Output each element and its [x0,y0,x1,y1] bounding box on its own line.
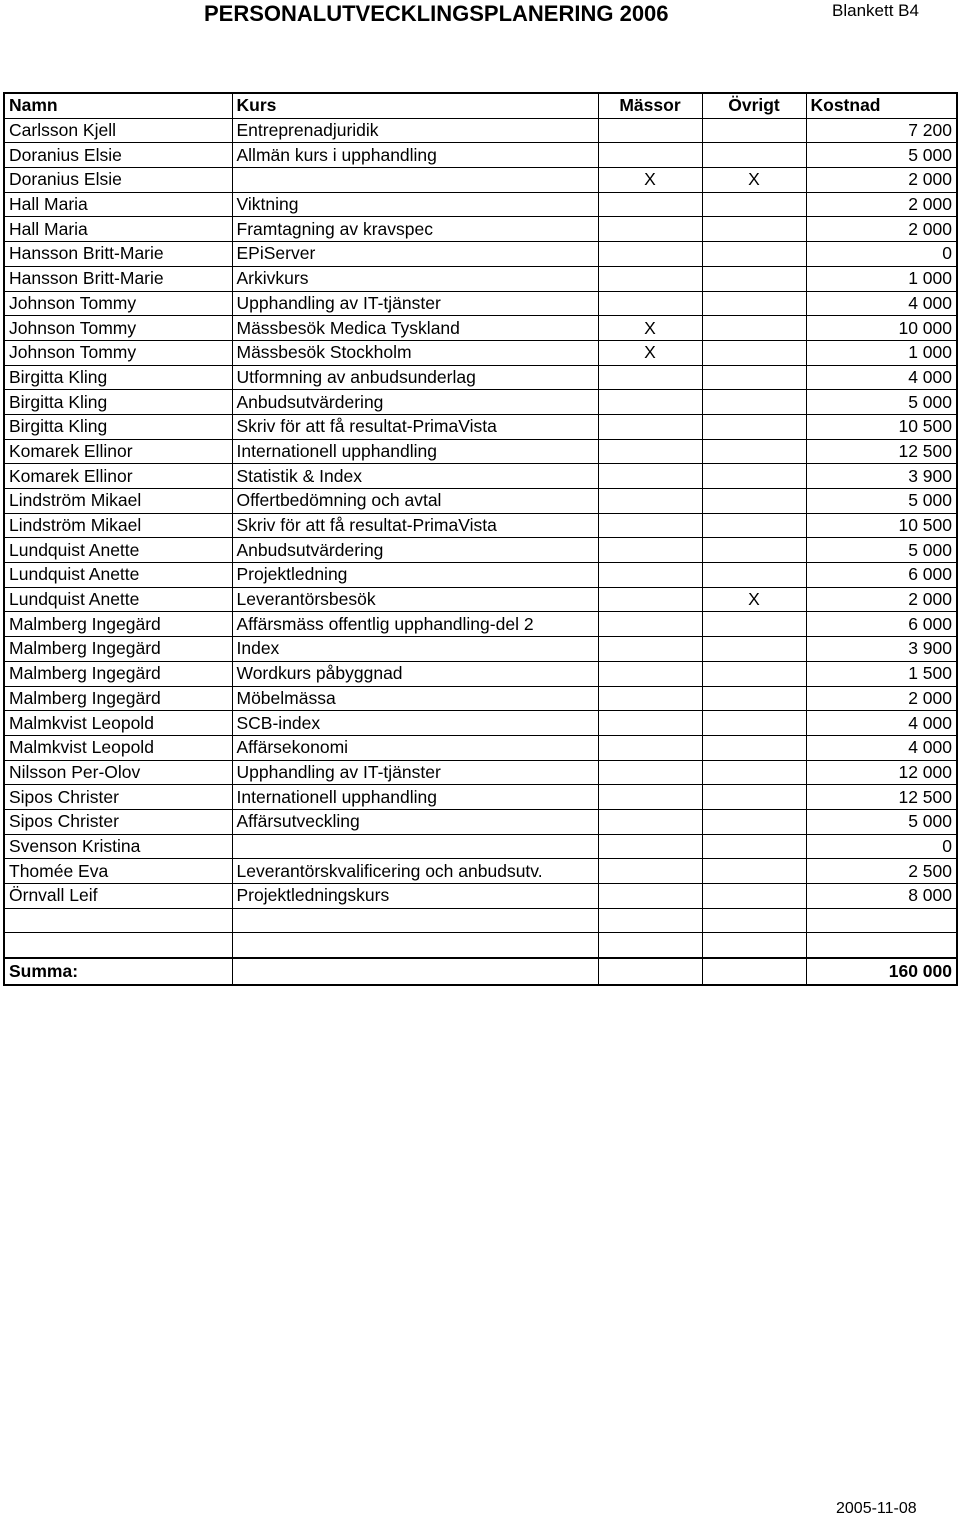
course-cell: Viktning [232,192,598,217]
cost-cell: 2 000 [806,192,957,217]
course-cell: Upphandling av IT-tjänster [232,291,598,316]
fair-cell [598,414,702,439]
table-row [4,785,957,810]
table-row [4,143,957,168]
course-cell: Internationell upphandling [232,439,598,464]
course-cell: Entreprenadjuridik [232,118,598,143]
table-row [4,859,957,884]
empty-cell [232,933,598,958]
fair-cell [598,439,702,464]
blank-row [4,908,957,933]
cost-cell: 2 000 [806,217,957,242]
fair-cell [598,217,702,242]
course-cell: Arkivkurs [232,266,598,291]
other-cell [702,538,806,563]
name-cell: Malmberg Ingegärd [4,612,232,637]
empty-cell [806,908,957,933]
form-code: Blankett B4 [832,1,919,20]
course-cell: Skriv för att få resultat-PrimaVista [232,414,598,439]
other-cell [702,439,806,464]
fair-cell [598,884,702,909]
empty-cell [4,933,232,958]
name-cell: Hansson Britt-Marie [4,242,232,267]
name-cell: Hall Maria [4,192,232,217]
table-row [4,340,957,365]
other-cell [702,834,806,859]
fair-cell [598,242,702,267]
table-row [4,489,957,514]
name-cell: Lundquist Anette [4,563,232,588]
table-row [4,711,957,736]
table-row [4,365,957,390]
fair-cell [598,192,702,217]
table-row [4,192,957,217]
other-cell [702,760,806,785]
course-cell: Anbudsutvärdering [232,390,598,415]
table-row [4,439,957,464]
other-cell [702,513,806,538]
table-row [4,316,957,341]
fair-cell [598,489,702,514]
fair-cell [598,785,702,810]
other-cell [702,365,806,390]
course-cell: Mässbesök Stockholm [232,340,598,365]
page-title: PERSONALUTVECKLINGSPLANERING 2006 [204,1,669,26]
cost-cell: 10 500 [806,513,957,538]
name-cell: Johnson Tommy [4,291,232,316]
name-cell: Doranius Elsie [4,168,232,193]
table-row [4,414,957,439]
other-cell [702,563,806,588]
fair-cell [598,587,702,612]
cost-cell: 2 000 [806,168,957,193]
fair-cell [598,291,702,316]
blank-row [4,933,957,958]
fair-cell [598,513,702,538]
other-cell [702,686,806,711]
table-row [4,538,957,563]
other-cell [702,884,806,909]
empty-cell [232,908,598,933]
course-cell: Möbelmässa [232,686,598,711]
course-cell: Internationell upphandling [232,785,598,810]
fair-cell [598,266,702,291]
print-date: 2005-11-08 [836,1500,917,1517]
course-cell: Skriv för att få resultat-PrimaVista [232,513,598,538]
cost-cell: 6 000 [806,563,957,588]
table-row [4,464,957,489]
other-cell [702,661,806,686]
course-cell: Leverantörskvalificering och anbudsutv. [232,859,598,884]
other-cell [702,291,806,316]
other-cell [702,266,806,291]
other-cell [702,859,806,884]
cost-cell: 2 000 [806,686,957,711]
cost-cell: 4 000 [806,735,957,760]
other-cell [702,637,806,662]
fair-cell [598,834,702,859]
name-cell: Hall Maria [4,217,232,242]
other-cell [702,217,806,242]
table-row [4,291,957,316]
table-row [4,587,957,612]
table-row [4,168,957,193]
name-cell: Doranius Elsie [4,143,232,168]
fair-cell [598,143,702,168]
table-row [4,612,957,637]
other-cell [702,735,806,760]
cost-cell: 0 [806,242,957,267]
cost-cell: 5 000 [806,538,957,563]
other-cell [702,242,806,267]
name-cell: Lundquist Anette [4,538,232,563]
name-cell: Johnson Tommy [4,316,232,341]
course-cell [232,168,598,193]
summary-label: Summa: [4,958,232,985]
other-cell [702,489,806,514]
course-cell: Projektledning [232,563,598,588]
development-plan-table [3,92,958,986]
course-cell: Projektledningskurs [232,884,598,909]
cost-cell: 12 500 [806,785,957,810]
column-header-kostnad: Kostnad [806,93,957,118]
column-header-massor: Mässor [598,93,702,118]
summary-total: 160 000 [806,958,957,985]
cost-cell: 7 200 [806,118,957,143]
cost-cell: 4 000 [806,711,957,736]
other-cell [702,316,806,341]
fair-cell: X [598,340,702,365]
empty-cell [702,958,806,985]
fair-cell [598,390,702,415]
other-cell [702,390,806,415]
fair-cell [598,760,702,785]
other-cell [702,118,806,143]
cost-cell: 3 900 [806,637,957,662]
table-row [4,686,957,711]
name-cell: Birgitta Kling [4,414,232,439]
name-cell: Sipos Christer [4,809,232,834]
other-cell [702,711,806,736]
other-cell: X [702,587,806,612]
table-row [4,217,957,242]
course-cell: Allmän kurs i upphandling [232,143,598,168]
cost-cell: 4 000 [806,365,957,390]
fair-cell [598,809,702,834]
name-cell: Sipos Christer [4,785,232,810]
empty-cell [806,933,957,958]
table-row [4,266,957,291]
course-cell: Wordkurs påbyggnad [232,661,598,686]
table-row [4,242,957,267]
course-cell: Framtagning av kravspec [232,217,598,242]
empty-cell [702,933,806,958]
name-cell: Johnson Tommy [4,340,232,365]
fair-cell [598,859,702,884]
fair-cell [598,563,702,588]
column-header-kurs: Kurs [232,93,598,118]
other-cell: X [702,168,806,193]
fair-cell [598,686,702,711]
name-cell: Lundquist Anette [4,587,232,612]
fair-cell [598,464,702,489]
table-row [4,809,957,834]
cost-cell: 2 000 [806,587,957,612]
cost-cell: 1 500 [806,661,957,686]
course-cell: Utformning av anbudsunderlag [232,365,598,390]
cost-cell: 5 000 [806,143,957,168]
fair-cell: X [598,168,702,193]
fair-cell [598,735,702,760]
other-cell [702,785,806,810]
cost-cell: 1 000 [806,266,957,291]
name-cell: Hansson Britt-Marie [4,266,232,291]
other-cell [702,612,806,637]
name-cell: Svenson Kristina [4,834,232,859]
fair-cell [598,612,702,637]
table-row [4,563,957,588]
name-cell: Komarek Ellinor [4,464,232,489]
name-cell: Lindström Mikael [4,513,232,538]
cost-cell: 8 000 [806,884,957,909]
table-row [4,390,957,415]
column-header-ovrigt: Övrigt [702,93,806,118]
other-cell [702,414,806,439]
name-cell: Thomée Eva [4,859,232,884]
name-cell: Birgitta Kling [4,390,232,415]
cost-cell: 6 000 [806,612,957,637]
course-cell: Affärsutveckling [232,809,598,834]
cost-cell: 5 000 [806,809,957,834]
cost-cell: 5 000 [806,390,957,415]
course-cell: Affärsekonomi [232,735,598,760]
empty-cell [598,958,702,985]
course-cell: Affärsmäss offentlig upphandling-del 2 [232,612,598,637]
table-row [4,735,957,760]
empty-cell [232,958,598,985]
empty-cell [598,908,702,933]
table-header-row [4,93,957,118]
course-cell: EPiServer [232,242,598,267]
other-cell [702,464,806,489]
course-cell: Leverantörsbesök [232,587,598,612]
course-cell: Index [232,637,598,662]
other-cell [702,192,806,217]
course-cell: Statistik & Index [232,464,598,489]
name-cell: Nilsson Per-Olov [4,760,232,785]
other-cell [702,340,806,365]
table-row [4,637,957,662]
cost-cell: 0 [806,834,957,859]
course-cell: Anbudsutvärdering [232,538,598,563]
fair-cell [598,637,702,662]
cost-cell: 5 000 [806,489,957,514]
course-cell: Mässbesök Medica Tyskland [232,316,598,341]
fair-cell [598,711,702,736]
course-cell [232,834,598,859]
table-row [4,884,957,909]
empty-cell [4,908,232,933]
other-cell [702,143,806,168]
cost-cell: 3 900 [806,464,957,489]
fair-cell [598,365,702,390]
summary-row [4,958,957,985]
fair-cell [598,118,702,143]
table-body [4,93,957,985]
name-cell: Malmberg Ingegärd [4,686,232,711]
cost-cell: 12 000 [806,760,957,785]
cost-cell: 10 500 [806,414,957,439]
column-header-namn: Namn [4,93,232,118]
table-row [4,118,957,143]
name-cell: Komarek Ellinor [4,439,232,464]
name-cell: Örnvall Leif [4,884,232,909]
cost-cell: 4 000 [806,291,957,316]
other-cell [702,809,806,834]
table-row [4,834,957,859]
fair-cell [598,538,702,563]
course-cell: Offertbedömning och avtal [232,489,598,514]
name-cell: Lindström Mikael [4,489,232,514]
name-cell: Birgitta Kling [4,365,232,390]
empty-cell [598,933,702,958]
table-row [4,661,957,686]
name-cell: Malmkvist Leopold [4,711,232,736]
empty-cell [702,908,806,933]
cost-cell: 2 500 [806,859,957,884]
table-row [4,513,957,538]
name-cell: Carlsson Kjell [4,118,232,143]
name-cell: Malmberg Ingegärd [4,637,232,662]
table-row [4,760,957,785]
cost-cell: 1 000 [806,340,957,365]
cost-cell: 10 000 [806,316,957,341]
name-cell: Malmberg Ingegärd [4,661,232,686]
course-cell: SCB-index [232,711,598,736]
name-cell: Malmkvist Leopold [4,735,232,760]
course-cell: Upphandling av IT-tjänster [232,760,598,785]
cost-cell: 12 500 [806,439,957,464]
fair-cell: X [598,316,702,341]
fair-cell [598,661,702,686]
